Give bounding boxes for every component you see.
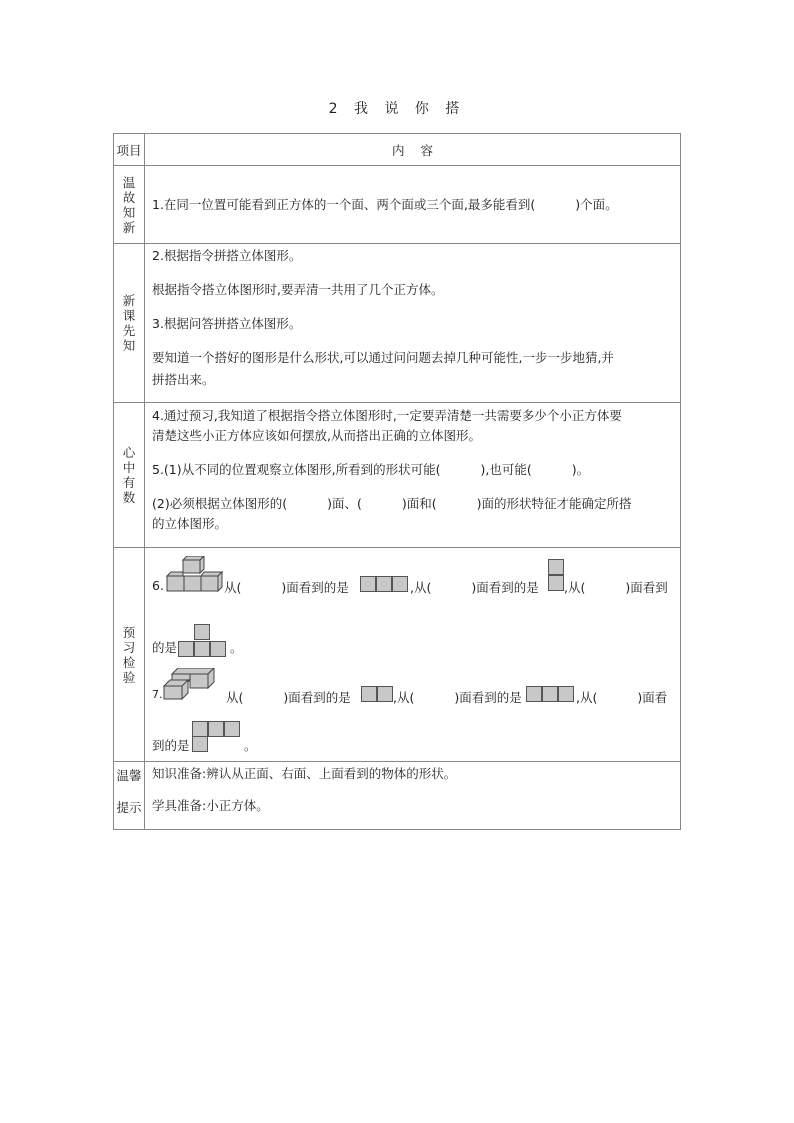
front-view-7 — [361, 685, 393, 702]
question-6: 6. 从( )面看到的是 ,从( )面看到的是 ,从( )面看到 — [152, 556, 677, 592]
preview-table — [113, 133, 681, 830]
top-view-7 — [192, 720, 246, 752]
question-4-b: 清楚这些小正方体应该如何摆放,从而搭出正确的立体图形。 — [152, 428, 481, 443]
question-4-a: 4.通过预习,我知道了根据指令搭立体图形时,一定要弄清楚一共需要多少个小正方体要 — [152, 408, 622, 423]
tip-tools: 学具准备:小正方体。 — [152, 798, 269, 813]
page-title: 2 我 说 你 搭 — [328, 101, 466, 117]
top-view-6 — [178, 624, 232, 657]
section-label-tips: 温馨 提示 — [114, 762, 145, 830]
question-2-text: 根据指令搭立体图形时,要弄清一共用了几个正方体。 — [152, 282, 444, 297]
side-view-7 — [526, 685, 574, 702]
section-check — [145, 548, 681, 762]
section-label-check: 预习检验 — [114, 548, 145, 762]
section-new — [145, 244, 681, 403]
question-5-2: (2)必须根据立体图形的( )面、( )面和( )面的形状特征才能确定所搭 — [152, 496, 632, 511]
header-content: 内 容 — [145, 134, 681, 166]
section-review — [145, 166, 681, 244]
section-label-new: 新课先知 — [114, 244, 145, 403]
question-3-text-a: 要知道一个搭好的图形是什么形状,可以通过问问题去掉几种可能性,一步一步地猜,并 — [152, 350, 614, 365]
question-3-text-b: 拼搭出来。 — [152, 372, 215, 387]
question-7-b: 到的是 。 — [152, 718, 352, 758]
cube-stack-figure-6 — [166, 556, 224, 592]
question-7: 7. 从( )面看到的是 ,从( )面看到的是 ,从( )面看 — [152, 664, 677, 704]
section-label-mind: 心中有数 — [114, 403, 145, 548]
header-item: 项目 — [114, 134, 145, 166]
question-2: 2.根据指令拼搭立体图形。 — [152, 248, 302, 263]
front-view-6 — [360, 575, 408, 592]
cube-stack-figure-7 — [162, 668, 218, 700]
question-5-2-b: 的立体图形。 — [152, 516, 228, 531]
question-5-1: 5.(1)从不同的位置观察立体图形,所看到的形状可能( ),也可能( )。 — [152, 462, 590, 477]
section-tips — [145, 762, 681, 830]
side-view-6 — [548, 559, 564, 591]
section-label-review: 温故知新 — [114, 166, 145, 244]
question-6-b: 的是 。 — [152, 614, 352, 654]
question-1: 1.在同一位置可能看到正方体的一个面、两个面或三个面,最多能看到( )个面。 — [152, 196, 618, 212]
section-mind — [145, 403, 681, 548]
tip-knowledge: 知识准备:辨认从正面、右面、上面看到的物体的形状。 — [152, 766, 457, 781]
question-3: 3.根据问答拼搭立体图形。 — [152, 316, 302, 331]
